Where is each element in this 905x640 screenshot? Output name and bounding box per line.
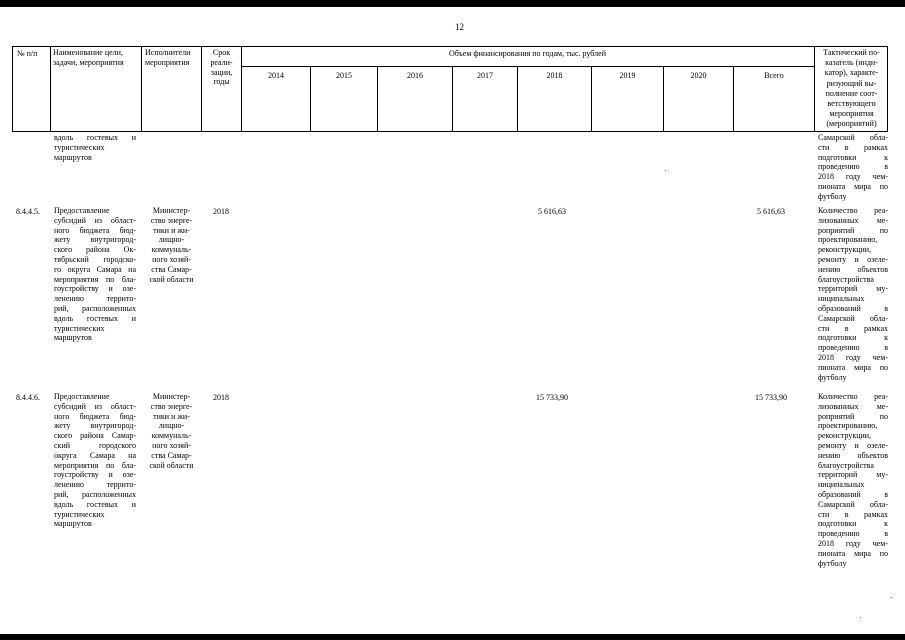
header-indicator: Тактический по- казатель (инди- катор), характе- ризующий вы- полнение соот- ветствующего мероприятия (мероприятий) bbox=[823, 48, 880, 129]
row-value-total: 5 616,63 bbox=[757, 207, 785, 216]
continuation-name: вдоль гостевых и туристических маршрутов bbox=[54, 133, 136, 162]
scan-speck bbox=[665, 170, 666, 171]
header-financing: Объем финансирования по годам, тыс. рублей bbox=[449, 49, 606, 58]
header-executor: Исполнители мероприятия bbox=[145, 48, 191, 67]
row-name: Предоставление субсидий из област- ного бюджета бюд- жету внутригород- ского района Самар- ский городского округа Самара на мероприятия по бла- гоустройству и озе- ленению террито- рий, расположенных вдоль гостевых и туристических маршрутов bbox=[54, 392, 136, 529]
row-value-2018: 15 733,90 bbox=[536, 393, 568, 402]
year-2014: 2014 bbox=[268, 71, 284, 80]
header-divider bbox=[241, 66, 815, 67]
row-name: Предоставление субсидий из област- ного бюджета бюд- жету внутригород- ского района Ок- тябрьский городско- го округа Самара на мероприятия по бла- гоустройству и озе- ленению террито- рий, расположенных вдоль гостевых и туристических маршрутов bbox=[54, 206, 136, 343]
year-2020: 2020 bbox=[690, 71, 707, 80]
top-border bbox=[0, 0, 905, 7]
row-number: 8.4.4.6. bbox=[16, 393, 40, 402]
scan-speck bbox=[860, 617, 861, 618]
page-number: 12 bbox=[455, 22, 464, 32]
row-value-2018: 5 616,63 bbox=[538, 207, 566, 216]
header-divider bbox=[50, 46, 51, 132]
header-divider bbox=[141, 46, 142, 132]
row-value-total: 15 733,90 bbox=[755, 393, 787, 402]
year-2019: 2019 bbox=[619, 71, 636, 80]
row-executor: Министер- ство энерге- тики и жи- лищно- коммуналь- ного хозяй- ства Самар- ской области bbox=[149, 206, 194, 284]
header-name: Наименование цели, задачи, мероприятия bbox=[53, 48, 124, 67]
year-2015: 2015 bbox=[336, 71, 352, 80]
scan-speck bbox=[891, 597, 892, 598]
year-2018: 2018 bbox=[546, 71, 563, 80]
bottom-border bbox=[0, 634, 905, 640]
row-number: 8.4.4.5. bbox=[16, 207, 40, 216]
row-indicator: Количество реа- лизованных ме- роприятий по проектированию, реконструкции, ремонту и озеле- нению объектов благоустройства территорий му- ниципальных образований в Самарской обла- сти в рамках подготовки к проведению в 2018 году чем- пионата мира по футболу bbox=[818, 392, 888, 568]
year-2017: 2017 bbox=[477, 71, 493, 80]
row-term: 2018 bbox=[213, 207, 229, 216]
header-number: № п/п bbox=[17, 49, 38, 58]
row-term: 2018 bbox=[213, 393, 229, 402]
row-indicator: Количество реа- лизованных ме- роприятий по проектированию, реконструкции, ремонту и озеле- нению объектов благоустройства территорий му- ниципальных образований в Самарской обла- сти в рамках подготовки к проведению в 2018 году чем- пионата мира по футболу bbox=[818, 206, 888, 382]
row-executor: Министер- ство энерге- тики и жи- лищно- коммуналь- ного хозяй- ства Самар- ской области bbox=[149, 392, 194, 470]
year-2016: 2016 bbox=[407, 71, 423, 80]
continuation-indicator: Самарской обла- сти в рамках подготовки к проведению в 2018 году чем- пионата мира по футболу bbox=[818, 133, 888, 201]
header-term: Срок реали- зации, годы bbox=[210, 48, 233, 87]
header-total: Всего bbox=[764, 71, 784, 80]
